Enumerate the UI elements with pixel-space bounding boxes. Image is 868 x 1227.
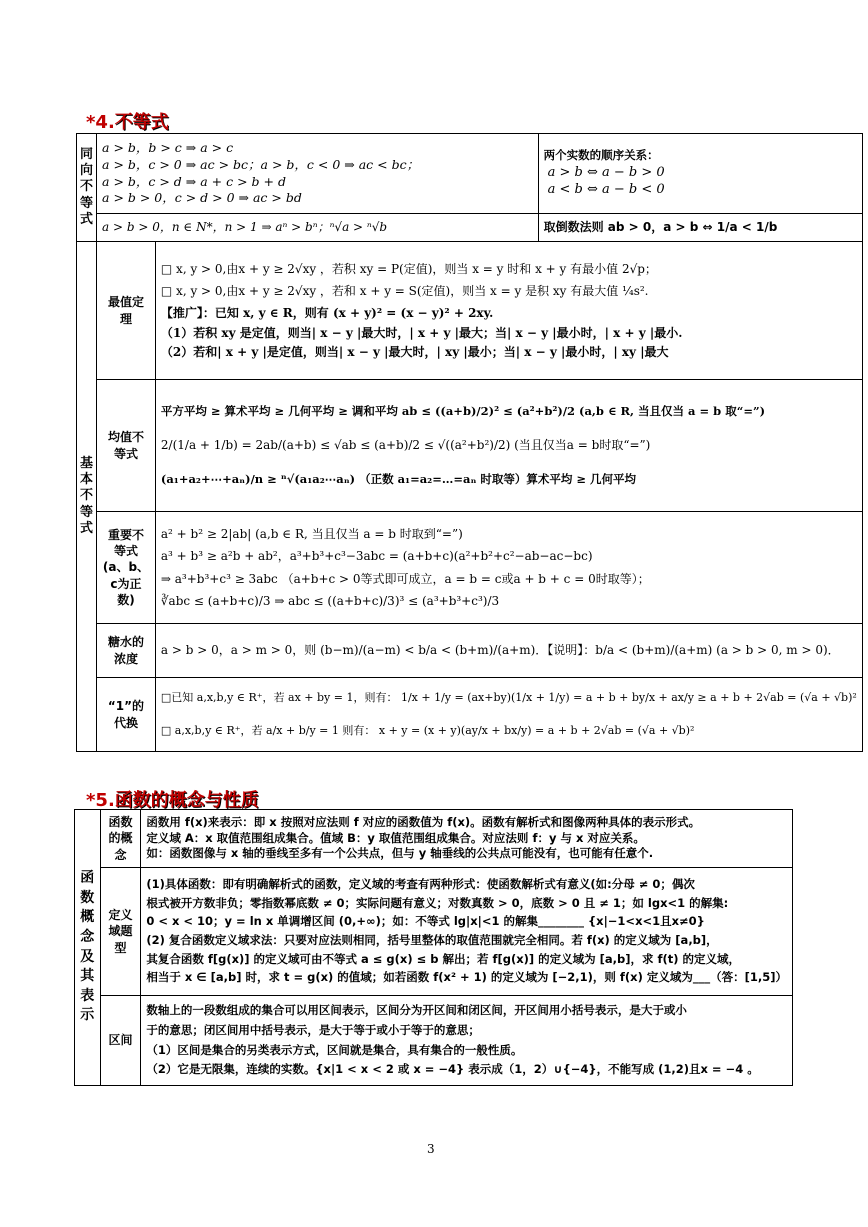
section-4-title [86,108,169,134]
order-cell [538,134,862,214]
zuizhi-line-5: （2）若和| x + y |是定值，则当| x − y |最大时，| xy |最小；当| x − y |最小时，| xy |最大 [160,344,669,359]
zuizhi-line-1: □ x, y > 0,由x + y ≥ 2√xy ，若积 xy = P(定值)，则当 x = y 时和 x + y 有最小值 2√p； [160,262,657,277]
zuizhi-cell [155,242,862,380]
yi-cell [155,678,862,752]
tangshui-line: a > b > 0，a > m > 0，则 (b−m)/(a−m) < b/a < (b+m)/(a+m)．【说明】：b/a < (b+m)/(a+m) (a > b > 0, m > 0)． [155,624,862,678]
function-table [74,809,793,1086]
order-line-2: a < b ⇔ a − b < 0 [547,182,665,198]
yi-label: “1”的代换 [97,678,156,752]
junzhi-line-3: (a₁+a₂+⋯+aₙ)/n ≥ ⁿ√(a₁a₂⋯aₙ) （正数 a₁=a₂=…=aₙ 时取等）算术平均 ≥ 几何平均 [160,471,637,486]
zuizhi-line-2: □ x, y > 0,由x + y ≥ 2√xy ，若和 x + y = S(定值)，则当 x = y 是积 xy 有最大值 ¼s². [160,284,649,299]
dingyiyu-line-6: 相当于 x ∈ [a,b] 时，求 t = g(x) 的值域；如若函数 f(x² + 1) 的定义域为 [−2,1)，则 f(x) 定义域为___（答：[1,5]） [146,970,787,985]
qujian-line-4: （2）它是无限集，连续的实数。{x|1 < x < 2 或 x = −4} 表示成（1，2）∪{−4}，不能写成 (1,2)且x = −4 。 [146,1062,759,1077]
tongxiang-line-4: a > b > 0，c > d > 0 ⇒ ac > bd [102,190,302,206]
section-4-number: *4. [86,112,115,133]
function-side-label: 函 数 概 念 及 其 表 示 [75,810,101,1086]
dingyiyu-line-3: 0 < x < 10；y = ln x 单调增区间 (0,+∞)；如：不等式 lg|x|<1 的解集________ {x|−1<x<1且x≠0} [146,914,705,929]
dingyiyu-line-1: (1)具体函数：即有明确解析式的函数，定义域的考查有两种形式：使函数解析式有意义(如:分母 ≠ 0；偶次 [146,877,695,892]
dingyiyu-cell [141,868,793,996]
tongxiang-line-2: a > b，c > 0 ⇒ ac > bc；a > b，c < 0 ⇒ ac < bc； [102,156,420,172]
reciprocal-rule: 取倒数法则 ab > 0，a > b ⇔ 1/a < 1/b [538,214,862,242]
order-line-1: a > b ⇔ a − b > 0 [547,164,665,180]
junzhi-line-2: 2/(1/a + 1/b) = 2ab/(a+b) ≤ √ab ≤ (a+b)/2 ≤ √((a²+b²)/2) (当且仅当a = b时取“=”) [160,438,651,453]
tongxiang-cell [97,134,539,214]
section-5-title-text: 函数的概念与性质 [114,790,259,811]
zhongyao-line-2: a³ + b³ ≥ a²b + ab²，a³+b³+c³−3abc = (a+b+c)(a²+b²+c²−ab−ac−bc) [160,549,593,564]
dingyiyu-line-5: 其复合函数 f[g(x)] 的定义域可由不等式 a ≤ g(x) ≤ b 解出；若 f[g(x)] 的定义域为 [a,b]，求 f(t) 的定义域， [146,951,741,966]
junzhi-line-1: 平方平均 ≥ 算术平均 ≥ 几何平均 ≥ 调和平均 ab ≤ ((a+b)/2)² ≤ (a²+b²)/2 (a,b ∈ R, 当且仅当 a = b 取“=”) [160,403,766,418]
zhongyao-cell [155,512,862,624]
page-number: 3 [427,1142,435,1156]
zhongyao-line-4: ∛abc ≤ (a+b+c)/3 ⇒ abc ≤ ((a+b+c)/3)³ ≤ (a³+b³+c³)/3 [160,593,500,608]
yi-line-2: □ a,x,b,y ∈ R⁺，若 a/x + b/y = 1 则有： x + y = (x + y)(ay/x + bx/y) = a + b + 2√ab = (√a + √b)² [160,723,695,737]
gainian-label: 函数的概念 [100,810,141,868]
tongxiang-label: 同 向 不 等 式 [77,134,97,242]
tongxiang-line-1: a > b，b > c ⇒ a > c [102,139,234,155]
dingyiyu-line-4: (2) 复合函数定义域求法：只要对应法则相同，括号里整体的取值范围就完全相同。若 f(x) 的定义域为 [a,b]， [146,933,718,947]
qujian-line-3: （1）区间是集合的另类表示方式，区间就是集合，具有集合的一般性质。 [146,1042,523,1057]
zhongyao-line-1: a² + b² ≥ 2|ab| (a,b ∈ R, 当且仅当 a = b 时取到“=”) [160,527,463,542]
qujian-label: 区间 [100,996,141,1086]
jiben-label: 基 本 不 等 式 [77,242,97,752]
tongxiang-last-line: a > b > 0，n ∈ N*，n > 1 ⇒ aⁿ > bⁿ；ⁿ√a > ⁿ√b [97,214,539,242]
zuizhi-line-3: 【推广】：已知 x, y ∈ R，则有 (x + y)² = (x − y)² + 2xy. [160,306,494,321]
gainian-line-3: 如：函数图像与 x 轴的垂线至多有一个公共点，但与 y 轴垂线的公共点可能没有，也可能有任意个. [146,846,654,861]
dingyiyu-label: 定义域题型 [100,868,141,996]
gainian-line-1: 函数用 f(x)来表示：即 x 按照对应法则 f 对应的函数值为 f(x)。函数有解析式和图像两种具体的表示形式。 [146,815,701,830]
qujian-cell [141,996,793,1086]
section-4-title-text: 不等式 [114,112,169,133]
zuizhi-label: 最值定理 [97,242,156,380]
qujian-line-1: 数轴上的一段数组成的集合可以用区间表示，区间分为开区间和闭区间，开区间用小括号表示，是大于或小 [146,1003,687,1018]
gainian-cell [141,810,793,868]
tongxiang-line-3: a > b，c > d ⇒ a + c > b + d [102,173,286,189]
section-5-number: *5. [86,790,115,811]
order-title: 两个实数的顺序关系： [543,148,659,163]
zuizhi-line-4: （1）若积 xy 是定值，则当| x − y |最大时，| x + y |最大；当| x − y |最小时，| x + y |最小. [160,325,683,340]
zhongyao-label: 重要不等式(a、b、c为正数) [97,512,156,624]
inequality-table [76,133,863,752]
zhongyao-line-3: ⇒ a³+b³+c³ ≥ 3abc （a+b+c > 0等式即可成立，a = b = c或a + b + c = 0时取等）； [160,571,650,586]
tangshui-label: 糖水的浓度 [97,624,156,678]
dingyiyu-line-2: 根式被开方数非负；零指数幂底数 ≠ 0；实际问题有意义；对数真数 > 0，底数 > 0 且 ≠ 1；如 lgx<1 的解集: [146,895,729,910]
junzhi-cell [155,380,862,512]
qujian-line-2: 于的意思；闭区间用中括号表示，是大于等于或小于等于的意思； [146,1022,480,1037]
junzhi-label: 均值不等式 [97,380,156,512]
gainian-line-2: 定义域 A：x 取值范围组成集合。值域 B：y 取值范围组成集合。对应法则 f：y 与 x 对应关系。 [146,830,645,845]
yi-line-1: □已知 a,x,b,y ∈ R⁺，若 ax + by = 1，则有： 1/x + 1/y = (ax+by)(1/x + 1/y) = a + b + by/x + ax/y ≥ a + b + 2√ab = (√a + √b)² [160,690,857,704]
